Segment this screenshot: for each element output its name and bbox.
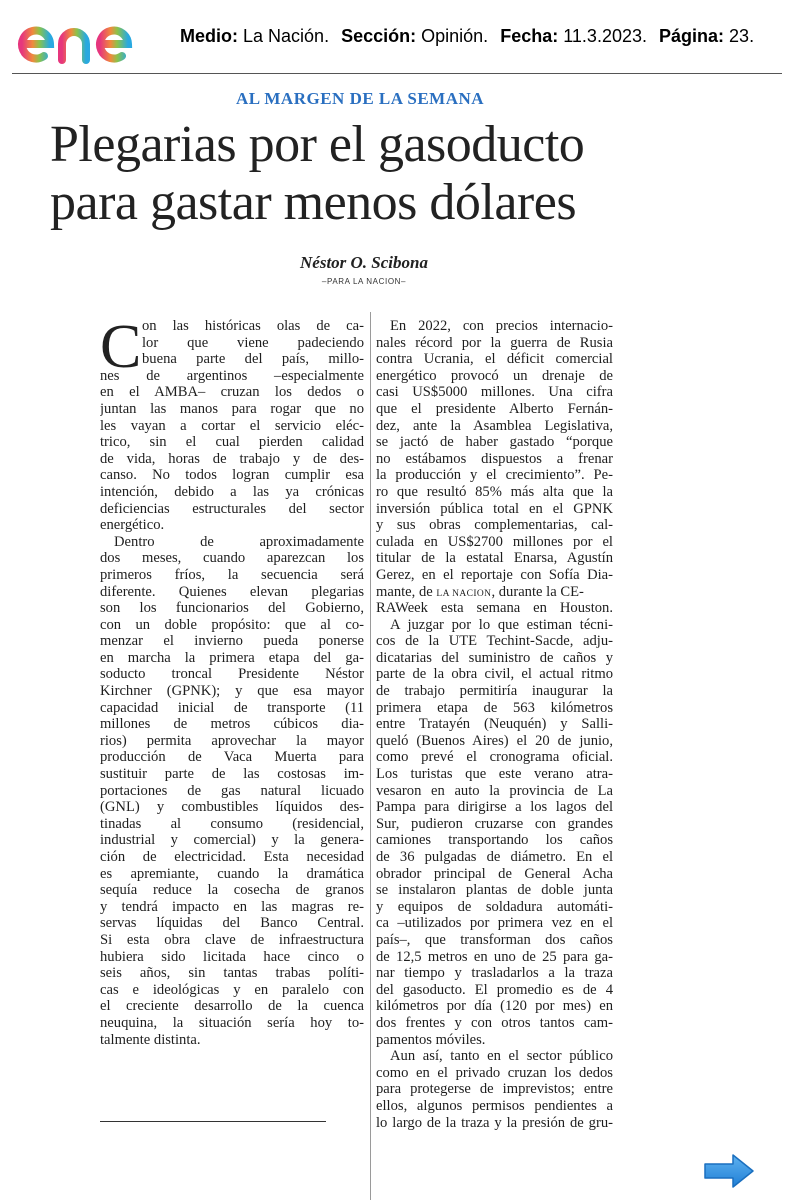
body-text-line: ellos, algunos permisos pendientes a: [376, 1097, 613, 1114]
body-text-line: sequía reduce la cosecha de granos: [100, 882, 364, 899]
publication-name: LA NACION: [436, 588, 492, 599]
body-text-line: casi US$5000 millones. Una cifra: [376, 384, 613, 401]
body-text-line: lo largo de la traza y la presión de gru-: [376, 1114, 613, 1131]
headline-line: Plegarias por el gasoducto: [50, 116, 585, 173]
body-text-line: Si esta obra clave de infraestructura: [100, 931, 364, 948]
article-section: AL MARGEN DE LA SEMANA: [235, 89, 485, 108]
body-text-line: En 2022, con precios internacio-: [390, 318, 613, 334]
body-text-line: Kirchner (GPNK); y que esa mayor: [100, 683, 364, 700]
headline-line: para gastar menos dólares: [50, 174, 577, 231]
body-text-line: para protegerse de imprevistos; entre: [376, 1081, 613, 1098]
body-text-line: hubiera sido licitada hace cinco o: [100, 948, 364, 965]
body-text-line: como prevé el cronograma oficial.: [376, 749, 613, 766]
body-text-line: nes de argentinos –especialmente: [100, 367, 364, 384]
body-text-line: menzar el invierno pueda ponerse: [100, 633, 364, 650]
body-text-line: juntan las manos para rogar que no: [100, 400, 364, 417]
body-text-line: y sus obras complementarias, cal-: [376, 517, 613, 534]
body-text-line: A juzgar por lo que estiman técni-: [390, 616, 613, 633]
body-text-line: seis años, sin tantas trabas políti-: [100, 965, 364, 982]
body-text-line: tinadas al consumo (residencial,: [100, 815, 364, 832]
body-text-line: de trabajo permitiría inaugurar la: [376, 683, 613, 700]
body-text-line: inversión pública total en el GPNK: [376, 500, 613, 517]
body-text-line: canso. No todos logran cumplir esa: [100, 467, 364, 484]
pagina-label: Página:: [659, 26, 725, 46]
medio-label: Medio:: [180, 26, 238, 46]
body-text-line: de 12,5 metros en uno de 25 para ga-: [376, 948, 613, 965]
body-text-line: intención, debido a las ya crónicas: [100, 483, 364, 500]
body-text-line: son los funcionarios del Gobierno,: [100, 600, 364, 617]
author-affiliation: –PARA LA NACION–: [321, 277, 407, 286]
body-text-line: lor que viene padeciendo: [142, 334, 364, 351]
body-text-line: culada en US$2700 millones por el: [376, 533, 613, 550]
body-text-line: diferente. Quienes elevan plegarias: [100, 583, 364, 600]
body-text-line: y tendrá impacto en las magras re-: [100, 898, 364, 915]
body-text-line: contra Ucrania, el déficit comercial: [376, 351, 613, 368]
column-end-rule: [100, 1121, 326, 1122]
body-text-line: vesaron en auto la provincia de La: [376, 782, 613, 799]
body-text-line: ción de electricidad. Esta necesidad: [100, 849, 364, 865]
clipping-metadata: [180, 26, 754, 47]
body-text-line: en el AMBA– cruzan los dedos o: [100, 384, 364, 401]
body-text-line: del gasoducto. El promedio es de 4: [376, 981, 613, 998]
body-text-line: primera etapa de 563 kilómetros: [376, 699, 613, 716]
body-text-line: [376, 584, 613, 601]
body-text-line: y equipos de soldadura automáti-: [376, 898, 613, 915]
body-text-line: ca –utilizados por primera vez en el: [376, 915, 613, 932]
body-text-line: Aun así, tanto en el sector público: [390, 1048, 613, 1065]
article-column-right: [376, 318, 613, 1131]
body-text-line: Pampa para dirigirse a los lagos del: [376, 799, 613, 816]
body-text-line: camiones transportando los caños: [376, 832, 613, 849]
body-text-line: talmente distinta.: [100, 1031, 201, 1048]
body-text-line: país–, que transforman dos caños: [376, 931, 613, 948]
body-text-line: Sur, pudieron cruzarse con grandes: [376, 815, 613, 832]
body-text-line: energético.: [100, 517, 165, 534]
body-text-line: titular de la estatal Enarsa, Agustín: [376, 550, 613, 567]
body-text-line: neuquina, la situación sería hoy to-: [100, 1014, 364, 1031]
body-text-line: Los turistas que este verano atra-: [376, 766, 613, 783]
header-divider: [12, 73, 782, 74]
body-text-line: dicatarias del suministro de caños y: [376, 649, 613, 666]
body-text-fragment: mante, de: [376, 583, 433, 600]
body-text-line: se jactó de haber gastado “porque: [376, 434, 613, 451]
body-text-line: el creciente desarrollo de la cuenca: [100, 998, 364, 1015]
body-text-line: millones de metros cúbicos dia-: [100, 716, 364, 733]
body-text-line: Dentro de aproximadamente: [114, 533, 364, 550]
body-text-line: cos de la UTE Techint-Sacde, adju-: [376, 633, 613, 650]
body-text-line: obrador principal de General Acha: [376, 865, 613, 882]
body-text-line: dos frentes y con otros tantos cam-: [376, 1014, 613, 1031]
body-text-line: nar tiempo y trasladarlos a la traza: [376, 965, 613, 982]
body-text-line: que el presidente Alberto Fernán-: [376, 400, 613, 417]
body-text-line: dez, ante la Asamblea Legislativa,: [376, 417, 613, 434]
body-text-line: capacidad inicial de transporte (11: [100, 699, 364, 716]
body-text-line: soducto troncal Presidente Néstor: [100, 666, 364, 683]
drop-cap: C: [100, 313, 142, 381]
body-text-line: con un doble propósito: que al co-: [100, 616, 364, 633]
body-text-line: queló (Buenos Aires) el 20 de junio,: [376, 732, 613, 749]
body-text-line: nales récord por la guerra de Rusia: [376, 334, 613, 351]
body-text-line: energético provocó un drenaje de: [376, 367, 613, 384]
body-text-line: servas líquidas del Banco Central.: [100, 915, 364, 932]
body-text-line: producción de Vaca Muerta para: [100, 749, 364, 766]
body-text-line: les vayan a cortar el servicio eléc-: [100, 417, 364, 434]
body-text-line: cas e ideológicas y en paralelo con: [100, 981, 364, 998]
article-headline: [50, 116, 730, 232]
fecha-value: 11.3.2023.: [563, 26, 647, 46]
medio-value: La Nación.: [243, 26, 330, 46]
body-text-line: se instalaron plantas de doble junta: [376, 882, 613, 899]
body-text-line: de 36 pulgadas de diámetro. En el: [376, 849, 613, 865]
body-text-fragment: , durante la CE-: [491, 583, 584, 600]
body-text-line: Gerez, en el reportaje con Sofía Dia-: [376, 566, 613, 583]
body-text-line: RAWeek esta semana en Houston.: [376, 600, 613, 617]
body-text-line: kilómetros por día (120 por mes) en: [376, 998, 613, 1015]
body-text-line: de vida, horas de trabajo y de des-: [100, 450, 364, 467]
body-text-line: primeros fríos, la secuencia será: [100, 566, 364, 583]
body-text-line: la producción y el crecimiento”. Pe-: [376, 467, 613, 484]
body-text-line: como en el privado cruzan los dedos: [376, 1064, 613, 1081]
body-text-line: no estábamos dispuestos a frenar: [376, 450, 613, 467]
body-text-line: on las históricas olas de ca-: [142, 318, 364, 334]
body-text-line: pamentos móviles.: [376, 1031, 486, 1048]
article-column-left: [100, 313, 364, 1048]
body-text-line: buena parte del país, millo-: [142, 351, 364, 368]
arrow-right-icon[interactable]: [703, 1153, 755, 1189]
enel-logo: [16, 14, 166, 66]
column-divider: [370, 312, 371, 1200]
body-text-line: deficiencias estructurales del sector: [100, 500, 364, 517]
body-text-line: rios) permita aprovechar la mayor: [100, 732, 364, 749]
body-text-line: es apremiante, cuando la dramática: [100, 865, 364, 882]
body-text-line: en marcha la primera etapa del ga-: [100, 649, 364, 666]
seccion-label: Sección:: [341, 26, 417, 46]
seccion-value: Opinión.: [421, 26, 489, 46]
body-text-line: (GNL) y combustibles líquidos des-: [100, 799, 364, 816]
body-text-line: trico, sin el cual pierden calidad: [100, 434, 364, 451]
body-text-line: entre Tratayén (Neuquén) y Salli-: [376, 716, 613, 733]
body-text-line: portaciones de gas natural licuado: [100, 782, 364, 799]
article-author: Néstor O. Scibona: [300, 253, 428, 272]
body-text-line: parte de la obra civil, el actual ritmo: [376, 666, 613, 683]
body-text-line: dos meses, cuando aparezcan los: [100, 550, 364, 567]
body-text-line: sustituir parte de las costosas im-: [100, 766, 364, 783]
body-text-line: industrial y comercial) y la genera-: [100, 832, 364, 849]
body-text-line: ro que resultó 85% más alta que la: [376, 483, 613, 500]
fecha-label: Fecha:: [500, 26, 559, 46]
pagina-value: 23.: [729, 26, 755, 46]
